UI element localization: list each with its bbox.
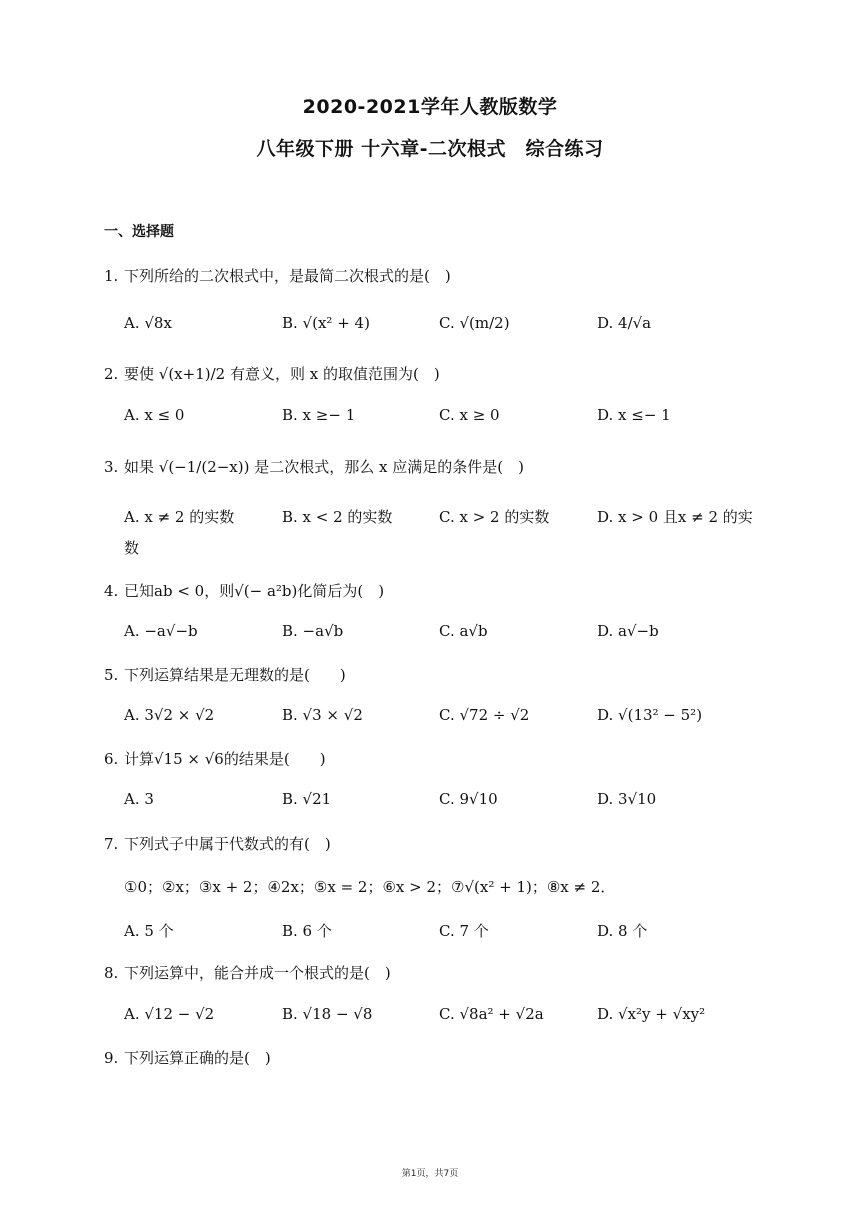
question-6: [104, 748, 326, 769]
option-3c: C. x > 2 的实数: [439, 508, 550, 526]
question-5: [104, 664, 346, 685]
question-stem: 下列式子中属于代数式的有( ): [124, 835, 331, 853]
question-number: 7.: [104, 835, 119, 853]
question-number: 2.: [104, 365, 119, 383]
option-2d: D. x ≤− 1: [597, 406, 671, 424]
option-6a: A. 3: [124, 790, 154, 808]
option-1b: B. √(x² + 4): [282, 314, 370, 332]
option-3a: A. x ≠ 2 的实数: [124, 508, 235, 526]
option-6c: C. 9√10: [439, 790, 498, 808]
option-5a: A. 3√2 × √2: [124, 706, 215, 724]
option-7b: B. 6 个: [282, 922, 332, 940]
section-heading: 一、选择题: [104, 224, 174, 240]
page-footer: 第1页，共7页: [401, 1169, 459, 1179]
option-8b: B. √18 − √8: [282, 1005, 373, 1023]
option-6b: B. √21: [282, 790, 332, 808]
question-number: 3.: [104, 458, 119, 476]
title-line-1: 2020-2021学年人教版数学: [302, 96, 558, 118]
question-number: 8.: [104, 964, 119, 982]
question-stem: 计算√15 × √6的结果是( ): [124, 750, 326, 768]
option-8d: D. √x²y + √xy²: [597, 1005, 706, 1023]
option-5b: B. √3 × √2: [282, 706, 363, 724]
question-1: [104, 265, 451, 286]
option-4d: D. a√−b: [597, 622, 659, 640]
option-3b: B. x < 2 的实数: [282, 508, 393, 526]
question-9: [104, 1047, 271, 1068]
option-8c: C. √8a² + √2a: [439, 1005, 544, 1023]
option-1c: C. √(m/2): [439, 314, 510, 332]
question-stem: 下列运算结果是无理数的是( ): [124, 666, 346, 684]
option-2a: A. x ≤ 0: [124, 406, 185, 424]
question-2: [104, 363, 440, 384]
option-5c: C. √72 ÷ √2: [439, 706, 530, 724]
question-stem: 如果 √(−1/(2−x)) 是二次根式，那么 x 应满足的条件是( ): [124, 458, 524, 476]
question-7: [104, 833, 331, 854]
option-3d-wrap: 数: [124, 539, 140, 557]
question-stem: 下列运算中，能合并成一个根式的是( ): [124, 964, 391, 982]
option-3d: D. x > 0 且x ≠ 2 的实: [597, 508, 753, 526]
option-8a: A. √12 − √2: [124, 1005, 215, 1023]
question-stem: 已知ab < 0，则√(− a²b)化简后为( ): [124, 582, 385, 600]
question-stem: 下列运算正确的是( ): [124, 1049, 271, 1067]
question-4: [104, 580, 384, 601]
question-7-expressions: ①0；②x；③x + 2；④2x；⑤x = 2；⑥x > 2；⑦√(x² + 1)；⑧x ≠ 2．: [124, 878, 616, 896]
option-2b: B. x ≥− 1: [282, 406, 356, 424]
option-4c: C. a√b: [439, 622, 488, 640]
option-6d: D. 3√10: [597, 790, 657, 808]
question-stem: 下列所给的二次根式中，是最简二次根式的是( ): [124, 267, 451, 285]
option-4a: A. −a√−b: [124, 622, 198, 640]
option-1a: A. √8x: [124, 314, 172, 332]
option-1d: D. 4/√a: [597, 314, 652, 332]
option-7c: C. 7 个: [439, 922, 489, 940]
title-line-2: 八年级下册 十六章-二次根式 综合练习: [256, 138, 604, 160]
option-7a: A. 5 个: [124, 922, 174, 940]
option-2c: C. x ≥ 0: [439, 406, 500, 424]
question-3: [104, 456, 524, 477]
question-8: [104, 962, 391, 983]
option-5d: D. √(13² − 5²): [597, 706, 703, 724]
question-number: 9.: [104, 1049, 119, 1067]
question-number: 5.: [104, 666, 119, 684]
question-number: 6.: [104, 750, 119, 768]
question-number: 4.: [104, 582, 119, 600]
question-number: 1.: [104, 267, 119, 285]
question-stem: 要使 √(x+1)/2 有意义，则 x 的取值范围为( ): [124, 365, 440, 383]
option-4b: B. −a√b: [282, 622, 344, 640]
option-7d: D. 8 个: [597, 922, 648, 940]
